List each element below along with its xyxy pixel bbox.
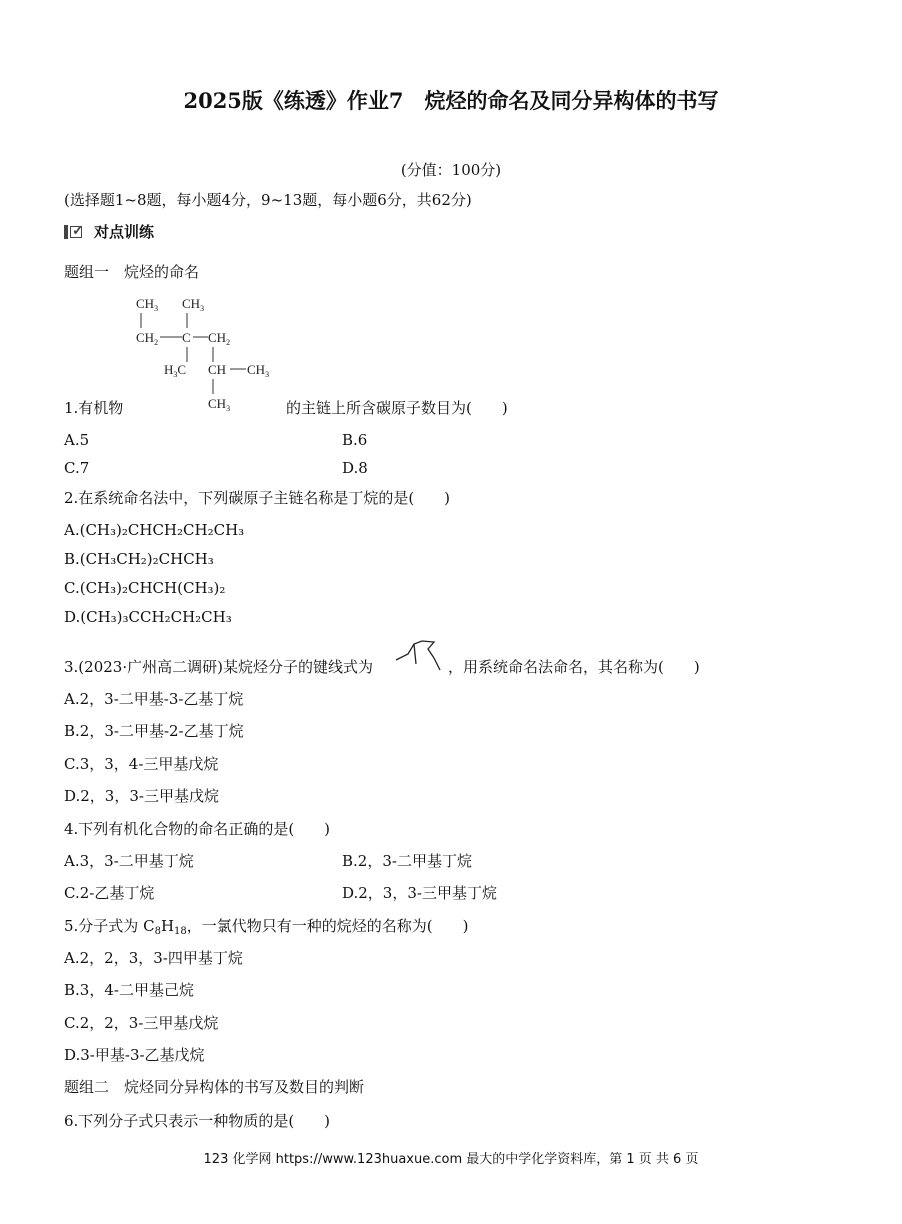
svg-text:CH3: $CH_3$: [208, 396, 231, 413]
svg-text:CH3: $CH_3$: [247, 362, 270, 379]
q4-option-a: A.3，3-二甲基丁烷: [64, 852, 194, 870]
group-heading-1: 题组一 烷烃的命名: [64, 263, 200, 281]
svg-text:CH2: $CH_2$: [208, 330, 231, 347]
q4-option-c: C.2-乙基丁烷: [64, 884, 155, 902]
q2-option-a: A.(CH₃)₂CHCH₂CH₂CH₃: [64, 521, 245, 539]
q1-stem: 的主链上所含碳原子数目为( ): [286, 399, 508, 417]
q5-option-a: A.2，2，3，3-四甲基丁烷: [64, 949, 243, 967]
svg-text:CH: CH: [208, 362, 227, 377]
section-title: 对点训练: [94, 223, 155, 241]
q3-option-d: D.2，3，3-三甲基戊烷: [64, 787, 219, 805]
svg-text:CH2: $CH_2$: [136, 330, 159, 347]
q5-stem: 5.分子式为 $C_8H_{18}$，一氯代物只有一种的烷烃的名称为( ): [64, 917, 469, 937]
q3-prefix: 3.(2023·广州高二调研)某烷烃分子的键线式为: [64, 658, 373, 676]
q2-stem: 2.在系统命名法中，下列碳原子主链名称是丁烷的是( ): [64, 489, 451, 507]
svg-text:CH3: $CH_3$: [136, 296, 159, 313]
scoring-note: (选择题1~8题，每小题4分，9~13题，每小题6分，共62分): [64, 191, 472, 209]
page-title: 2025版《练透》作业7 烷烃的命名及同分异构体的书写: [183, 88, 719, 113]
q4-option-d: D.2，3，3-三甲基丁烷: [342, 884, 497, 902]
q2-option-d: D.(CH₃)₃CCH₂CH₂CH₃: [64, 608, 232, 626]
q5-option-b: B.3，4-二甲基己烷: [64, 981, 194, 999]
q3-option-a: A.2，3-二甲基-3-乙基丁烷: [64, 690, 244, 708]
q3-option-b: B.2，3-二甲基-2-乙基丁烷: [64, 722, 244, 740]
structural-formula: [130, 290, 290, 418]
group-heading-2: 题组二 烷烃同分异构体的书写及数目的判断: [64, 1078, 365, 1096]
q1-option-b: B.6: [342, 431, 368, 449]
checkbox-icon: ✓: [64, 224, 86, 240]
q5-option-d: D.3-甲基-3-乙基戊烷: [64, 1046, 205, 1064]
q3-option-c: C.3，3，4-三甲基戊烷: [64, 755, 219, 773]
q6-stem: 6.下列分子式只表示一种物质的是( ): [64, 1112, 331, 1130]
score-note: (分值：100分): [400, 161, 502, 179]
q3-stem: ，用系统命名法命名，其名称为( ): [448, 658, 700, 676]
svg-text:H3C: $H_3C$: [164, 362, 187, 379]
svg-text:CH3: $CH_3$: [182, 296, 205, 313]
svg-text:C: C: [182, 330, 191, 345]
q1-option-c: C.7: [64, 459, 90, 477]
q1-prefix: 1.有机物: [64, 399, 124, 417]
bond-line-structure: [394, 636, 446, 676]
q4-stem: 4.下列有机化合物的命名正确的是( ): [64, 820, 331, 838]
q1-option-a: A.5: [64, 431, 90, 449]
section-header: [64, 222, 154, 242]
page-footer: 123 化学网 https://www.123huaxue.com 最大的中学化学资料库，第 1 页 共 6 页: [203, 1152, 699, 1167]
q5-option-c: C.2，2，3-三甲基戊烷: [64, 1014, 219, 1032]
q1-option-d: D.8: [342, 459, 368, 477]
q2-option-c: C.(CH₃)₂CHCH(CH₃)₂: [64, 579, 226, 597]
q4-option-b: B.2，3-二甲基丁烷: [342, 852, 472, 870]
q2-option-b: B.(CH₃CH₂)₂CHCH₃: [64, 550, 214, 568]
